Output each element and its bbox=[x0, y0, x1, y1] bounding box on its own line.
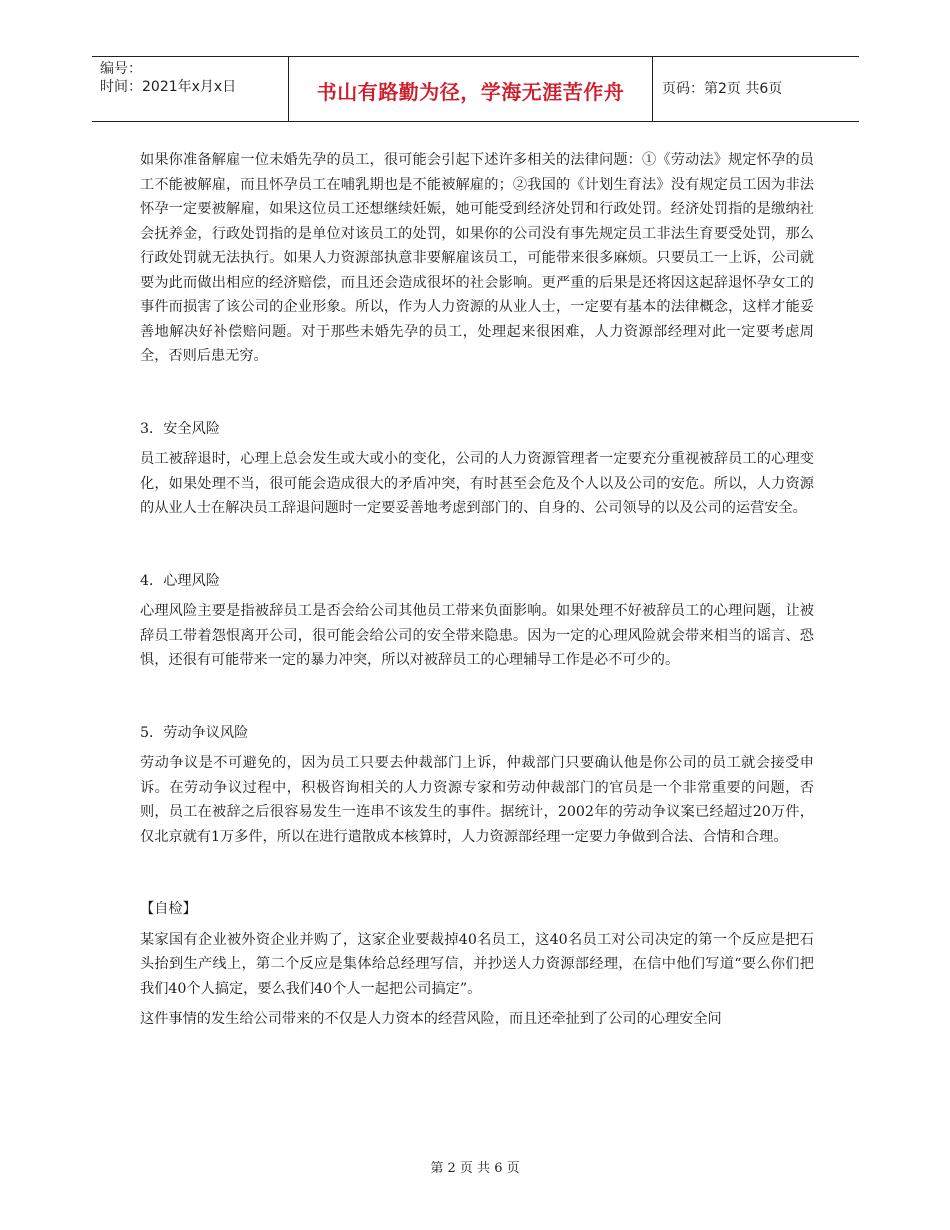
header-divider-right bbox=[652, 56, 653, 122]
header-motto: 书山有路勤为径，学海无涯苦作舟 bbox=[316, 80, 625, 104]
section-heading-labor-dispute-risk: 5．劳动争议风险 bbox=[140, 724, 249, 741]
paragraph-psychological-risk: 心理风险主要是指被辞员工是否会给公司其他员工带来负面影响。如果处理不好被辞员工的心理问题，让被辞员工带着怨恨离开公司，很可能会给公司的安全带来隐患。因为一定的心理风险就会带来相当的谣言、恐惧，还很有可能带来一定的暴力冲突，所以对被辞员工的心理辅导工作是必不可少的。 bbox=[140, 603, 814, 668]
paragraph-safety-risk: 员工被辞退时，心理上总会发生或大或小的变化，公司的人力资源管理者一定要充分重视被辞员工的心理变化，如果处理不当，很可能会造成很大的矛盾冲突，有时甚至会危及个人以及公司的安危。所以，人力资源的从业人士在解决员工辞退问题时一定要妥善地考虑到部门的、自身的、公司领导的以及公司的运营安全。 bbox=[140, 451, 814, 516]
paragraph-legal-issues: 如果你准备解雇一位未婚先孕的员工，很可能会引起下述许多相关的法律问题：①《劳动法》规定怀孕的员工不能被解雇，而且怀孕员工在哺乳期也是不能被解雇的；②我国的《计划生育法》没有规定员工因为非法怀孕一定要被解雇，如果这位员工还想继续妊娠，她可能受到经济处罚和行政处罚。经济处罚指的是缴纳社会抚养金，行政处罚指的是单位对该员工的处罚，如果你的公司没有事先规定员工非法生育要受处罚，那么行政处罚就无法执行。如果人力资源部执意非要解雇该员工，可能带来很多麻烦。只要员工一上诉，公司就要为此而做出相应的经济赔偿，而且还会造成很坏的社会影响。更严重的后果是还将因这起辞退怀孕女工的事件而损害了该公司的企业形象。所以，作为人力资源的从业人士，一定要有基本的法律概念，这样才能妥善地解决好补偿赔问题。对于那些未婚先孕的员工，处理起来很困难，人力资源部经理对此一定要考虑周全，否则后患无穷。 bbox=[140, 152, 814, 364]
section-heading-self-check: 【自检】 bbox=[140, 901, 197, 917]
header-meta bbox=[100, 60, 236, 96]
section-heading-psychological-risk: 4．心理风险 bbox=[140, 572, 220, 589]
paragraph-case-analysis: 这件事情的发生给公司带来的不仅是人力资本的经营风险，而且还牵扯到了公司的心理安全问 bbox=[140, 1011, 722, 1027]
page-header bbox=[92, 56, 859, 122]
paragraph-case-description: 某家国有企业被外资企业并购了，这家企业要裁掉40名员工，这40名员工对公司决定的第一个反应是把石头抬到生产线上，第二个反应是集体给总经理写信，并抄送人力资源部经理，在信中他们写道“要么你们把我们40个人搞定，要么我们40个人一起把公司搞定”。 bbox=[140, 931, 814, 997]
document-body bbox=[140, 148, 814, 1032]
page-footer: 第 2 页 共 6 页 bbox=[430, 1161, 520, 1176]
section-heading-safety-risk: 3．安全风险 bbox=[140, 420, 220, 437]
doc-number-label: 编号： bbox=[100, 61, 142, 77]
paragraph-labor-dispute-risk: 劳动争议是不可避免的，因为员工只要去仲裁部门上诉，仲裁部门只要确认他是你公司的员工就会接受申诉。在劳动争议过程中，积极咨询相关的人力资源专家和劳动仲裁部门的官员是一个非常重要的问题，否则，员工在被辞之后很容易发生一连串不该发生的事件。据统计，2002年的劳动争议案已经超过20万件，仅北京就有1万多件，所以在进行遣散成本核算时，人力资源部经理一定要力争做到合法、合情和合理。 bbox=[140, 755, 814, 845]
header-bottom-rule bbox=[92, 121, 859, 122]
header-page-info: 页码：第2页 共6页 bbox=[662, 81, 783, 97]
doc-time-label: 时间：2021年x月x日 bbox=[100, 79, 237, 95]
header-top-rule bbox=[92, 56, 859, 57]
